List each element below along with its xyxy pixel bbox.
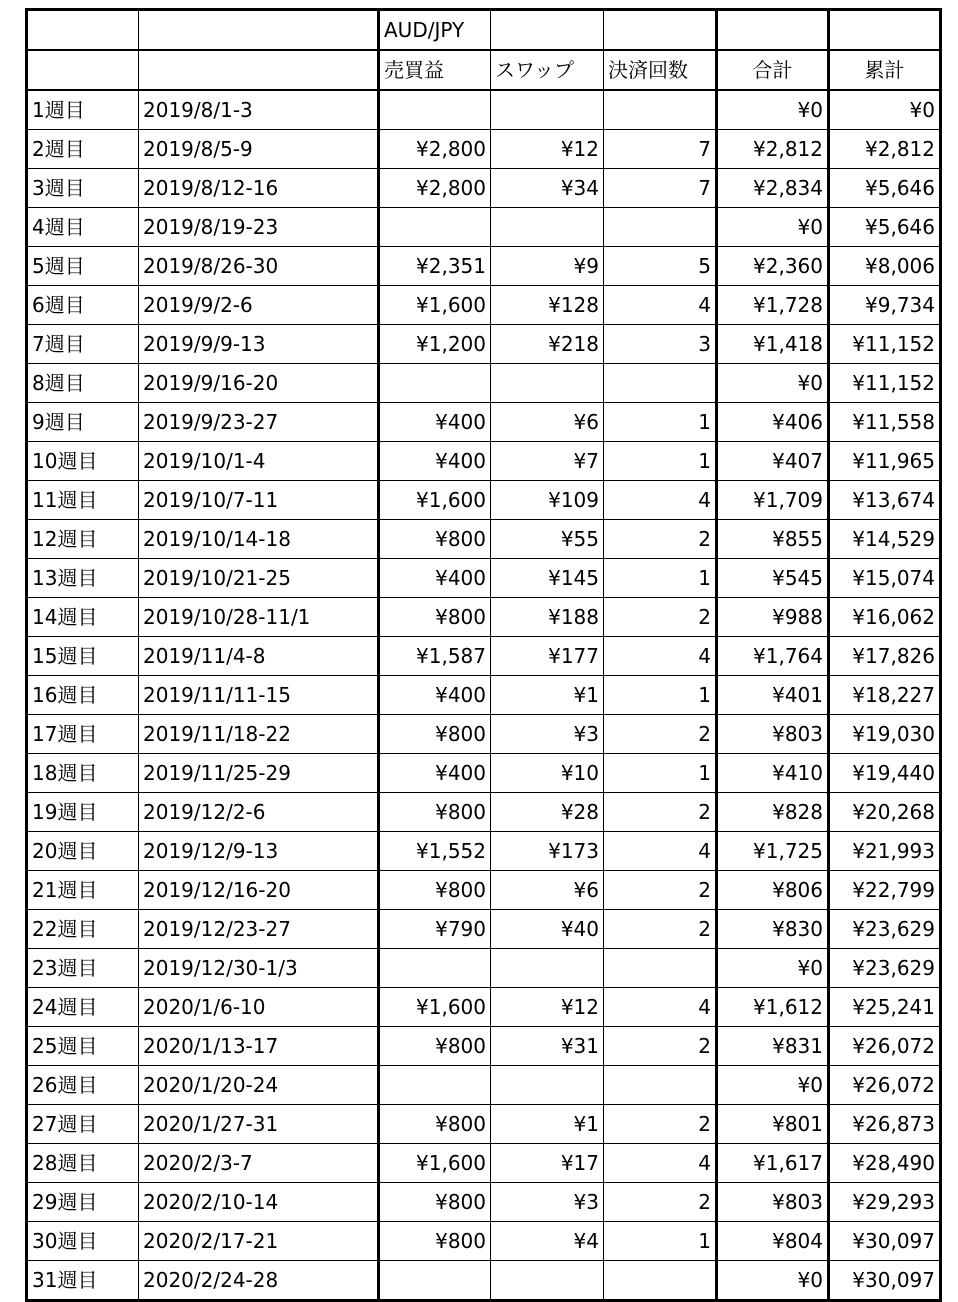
profit-cell: ¥400	[379, 442, 491, 481]
week-cell: 22週目	[27, 910, 139, 949]
count-cell: 4	[604, 286, 717, 325]
header-empty-cell	[139, 50, 379, 90]
total-cell: ¥0	[717, 90, 829, 130]
table-row	[27, 988, 941, 1027]
profit-cell: ¥2,351	[379, 247, 491, 286]
week-cell: 15週目	[27, 637, 139, 676]
profit-cell: ¥1,600	[379, 286, 491, 325]
swap-cell: ¥34	[491, 169, 604, 208]
header-empty-cell	[491, 10, 604, 51]
date-cell: 2019/10/14-18	[139, 520, 379, 559]
week-cell: 24週目	[27, 988, 139, 1027]
date-cell: 2019/10/21-25	[139, 559, 379, 598]
date-cell: 2020/2/10-14	[139, 1183, 379, 1222]
profit-cell: ¥400	[379, 754, 491, 793]
count-cell: 2	[604, 598, 717, 637]
week-cell: 13週目	[27, 559, 139, 598]
table-row	[27, 325, 941, 364]
count-cell: 2	[604, 910, 717, 949]
count-cell: 2	[604, 1105, 717, 1144]
week-cell: 7週目	[27, 325, 139, 364]
cumulative-cell: ¥23,629	[829, 910, 941, 949]
date-cell: 2019/12/16-20	[139, 871, 379, 910]
total-cell: ¥0	[717, 208, 829, 247]
table-row	[27, 130, 941, 169]
swap-cell: ¥40	[491, 910, 604, 949]
date-cell: 2019/8/5-9	[139, 130, 379, 169]
swap-cell: ¥9	[491, 247, 604, 286]
count-cell: 7	[604, 130, 717, 169]
date-cell: 2019/12/2-6	[139, 793, 379, 832]
cumulative-cell: ¥19,030	[829, 715, 941, 754]
date-cell: 2019/11/4-8	[139, 637, 379, 676]
table-row	[27, 910, 941, 949]
header-empty-cell	[139, 10, 379, 51]
swap-cell: ¥128	[491, 286, 604, 325]
week-cell: 29週目	[27, 1183, 139, 1222]
cumulative-cell: ¥26,072	[829, 1027, 941, 1066]
count-cell: 4	[604, 832, 717, 871]
swap-cell: ¥7	[491, 442, 604, 481]
profit-cell: ¥800	[379, 793, 491, 832]
swap-cell: ¥1	[491, 676, 604, 715]
profit-cell: ¥1,600	[379, 1144, 491, 1183]
cumulative-cell: ¥8,006	[829, 247, 941, 286]
week-cell: 20週目	[27, 832, 139, 871]
swap-cell: ¥12	[491, 988, 604, 1027]
total-cell: ¥830	[717, 910, 829, 949]
count-cell: 2	[604, 715, 717, 754]
header-cumulative: 累計	[829, 50, 941, 90]
week-cell: 12週目	[27, 520, 139, 559]
count-cell: 1	[604, 754, 717, 793]
cumulative-cell: ¥18,227	[829, 676, 941, 715]
table-row	[27, 247, 941, 286]
swap-cell: ¥55	[491, 520, 604, 559]
profit-cell: ¥1,552	[379, 832, 491, 871]
total-cell: ¥803	[717, 1183, 829, 1222]
total-cell: ¥988	[717, 598, 829, 637]
cumulative-cell: ¥11,152	[829, 364, 941, 403]
date-cell: 2019/10/1-4	[139, 442, 379, 481]
profit-cell	[379, 949, 491, 988]
cumulative-cell: ¥30,097	[829, 1222, 941, 1261]
table-row	[27, 286, 941, 325]
table-row	[27, 364, 941, 403]
date-cell: 2019/12/30-1/3	[139, 949, 379, 988]
cumulative-cell: ¥30,097	[829, 1261, 941, 1301]
count-cell	[604, 208, 717, 247]
table-row	[27, 793, 941, 832]
header-empty-cell	[717, 10, 829, 51]
count-cell: 2	[604, 1027, 717, 1066]
count-cell: 1	[604, 403, 717, 442]
count-cell: 4	[604, 988, 717, 1027]
date-cell: 2019/9/9-13	[139, 325, 379, 364]
swap-cell: ¥3	[491, 1183, 604, 1222]
profit-cell: ¥1,587	[379, 637, 491, 676]
date-cell: 2020/2/3-7	[139, 1144, 379, 1183]
table-row	[27, 169, 941, 208]
count-cell	[604, 364, 717, 403]
swap-cell: ¥3	[491, 715, 604, 754]
header-pair: AUD/JPY	[379, 10, 491, 51]
week-cell: 9週目	[27, 403, 139, 442]
date-cell: 2019/11/25-29	[139, 754, 379, 793]
cumulative-cell: ¥28,490	[829, 1144, 941, 1183]
cumulative-cell: ¥22,799	[829, 871, 941, 910]
swap-cell: ¥218	[491, 325, 604, 364]
profit-cell: ¥1,600	[379, 988, 491, 1027]
cumulative-cell: ¥11,965	[829, 442, 941, 481]
week-cell: 3週目	[27, 169, 139, 208]
cumulative-cell: ¥25,241	[829, 988, 941, 1027]
count-cell: 7	[604, 169, 717, 208]
profit-cell	[379, 1261, 491, 1301]
date-cell: 2019/8/19-23	[139, 208, 379, 247]
weekly-pl-table	[25, 8, 942, 1302]
cumulative-cell: ¥23,629	[829, 949, 941, 988]
week-cell: 18週目	[27, 754, 139, 793]
week-cell: 5週目	[27, 247, 139, 286]
table-row	[27, 754, 941, 793]
week-cell: 14週目	[27, 598, 139, 637]
header-empty-cell	[604, 10, 717, 51]
cumulative-cell: ¥11,558	[829, 403, 941, 442]
cumulative-cell: ¥26,072	[829, 1066, 941, 1105]
profit-cell: ¥800	[379, 1027, 491, 1066]
swap-cell: ¥12	[491, 130, 604, 169]
swap-cell: ¥177	[491, 637, 604, 676]
swap-cell: ¥17	[491, 1144, 604, 1183]
table-row	[27, 481, 941, 520]
week-cell: 25週目	[27, 1027, 139, 1066]
count-cell: 1	[604, 559, 717, 598]
profit-cell: ¥800	[379, 520, 491, 559]
week-cell: 1週目	[27, 90, 139, 130]
cumulative-cell: ¥0	[829, 90, 941, 130]
count-cell: 5	[604, 247, 717, 286]
cumulative-cell: ¥14,529	[829, 520, 941, 559]
table-row	[27, 1105, 941, 1144]
swap-cell: ¥4	[491, 1222, 604, 1261]
total-cell: ¥0	[717, 1066, 829, 1105]
profit-cell: ¥800	[379, 598, 491, 637]
header-row-columns	[27, 50, 941, 90]
total-cell: ¥806	[717, 871, 829, 910]
total-cell: ¥1,418	[717, 325, 829, 364]
cumulative-cell: ¥19,440	[829, 754, 941, 793]
total-cell: ¥803	[717, 715, 829, 754]
profit-cell: ¥400	[379, 559, 491, 598]
swap-cell	[491, 949, 604, 988]
cumulative-cell: ¥16,062	[829, 598, 941, 637]
total-cell: ¥1,617	[717, 1144, 829, 1183]
table-row	[27, 520, 941, 559]
swap-cell	[491, 364, 604, 403]
week-cell: 21週目	[27, 871, 139, 910]
total-cell: ¥831	[717, 1027, 829, 1066]
date-cell: 2019/9/16-20	[139, 364, 379, 403]
count-cell: 4	[604, 637, 717, 676]
week-cell: 23週目	[27, 949, 139, 988]
profit-cell	[379, 364, 491, 403]
table-row	[27, 871, 941, 910]
count-cell: 1	[604, 1222, 717, 1261]
date-cell: 2019/8/26-30	[139, 247, 379, 286]
week-cell: 17週目	[27, 715, 139, 754]
swap-cell: ¥1	[491, 1105, 604, 1144]
total-cell: ¥0	[717, 949, 829, 988]
profit-cell: ¥800	[379, 1105, 491, 1144]
header-empty-cell	[829, 10, 941, 51]
week-cell: 26週目	[27, 1066, 139, 1105]
date-cell: 2019/8/12-16	[139, 169, 379, 208]
table-row	[27, 676, 941, 715]
swap-cell: ¥173	[491, 832, 604, 871]
profit-cell: ¥800	[379, 715, 491, 754]
date-cell: 2019/10/7-11	[139, 481, 379, 520]
date-cell: 2019/9/2-6	[139, 286, 379, 325]
date-cell: 2019/12/9-13	[139, 832, 379, 871]
week-cell: 19週目	[27, 793, 139, 832]
profit-cell: ¥1,600	[379, 481, 491, 520]
week-cell: 6週目	[27, 286, 139, 325]
total-cell: ¥801	[717, 1105, 829, 1144]
profit-cell	[379, 208, 491, 247]
total-cell: ¥0	[717, 1261, 829, 1301]
swap-cell: ¥109	[491, 481, 604, 520]
count-cell: 1	[604, 442, 717, 481]
date-cell: 2019/10/28-11/1	[139, 598, 379, 637]
total-cell: ¥545	[717, 559, 829, 598]
profit-cell	[379, 90, 491, 130]
table-row	[27, 1222, 941, 1261]
total-cell: ¥1,709	[717, 481, 829, 520]
week-cell: 8週目	[27, 364, 139, 403]
week-cell: 10週目	[27, 442, 139, 481]
cumulative-cell: ¥20,268	[829, 793, 941, 832]
cumulative-cell: ¥26,873	[829, 1105, 941, 1144]
profit-cell: ¥800	[379, 871, 491, 910]
date-cell: 2020/1/20-24	[139, 1066, 379, 1105]
profit-cell: ¥2,800	[379, 130, 491, 169]
cumulative-cell: ¥17,826	[829, 637, 941, 676]
swap-cell: ¥31	[491, 1027, 604, 1066]
cumulative-cell: ¥9,734	[829, 286, 941, 325]
table-row	[27, 598, 941, 637]
table-row	[27, 208, 941, 247]
header-swap: スワップ	[491, 50, 604, 90]
date-cell: 2019/11/18-22	[139, 715, 379, 754]
header-total: 合計	[717, 50, 829, 90]
header-empty-cell	[27, 10, 139, 51]
total-cell: ¥0	[717, 364, 829, 403]
cumulative-cell: ¥15,074	[829, 559, 941, 598]
swap-cell	[491, 90, 604, 130]
count-cell: 3	[604, 325, 717, 364]
total-cell: ¥1,612	[717, 988, 829, 1027]
week-cell: 16週目	[27, 676, 139, 715]
header-row-pair	[27, 10, 941, 51]
profit-cell	[379, 1066, 491, 1105]
swap-cell	[491, 1261, 604, 1301]
swap-cell: ¥145	[491, 559, 604, 598]
date-cell: 2019/12/23-27	[139, 910, 379, 949]
total-cell: ¥828	[717, 793, 829, 832]
swap-cell: ¥10	[491, 754, 604, 793]
week-cell: 11週目	[27, 481, 139, 520]
table-row	[27, 90, 941, 130]
total-cell: ¥401	[717, 676, 829, 715]
swap-cell	[491, 1066, 604, 1105]
count-cell: 2	[604, 871, 717, 910]
date-cell: 2020/1/27-31	[139, 1105, 379, 1144]
header-count: 決済回数	[604, 50, 717, 90]
date-cell: 2019/8/1-3	[139, 90, 379, 130]
table-row	[27, 1027, 941, 1066]
profit-cell: ¥800	[379, 1183, 491, 1222]
cumulative-cell: ¥13,674	[829, 481, 941, 520]
table-row	[27, 559, 941, 598]
total-cell: ¥1,725	[717, 832, 829, 871]
count-cell	[604, 1066, 717, 1105]
total-cell: ¥855	[717, 520, 829, 559]
count-cell	[604, 949, 717, 988]
total-cell: ¥407	[717, 442, 829, 481]
date-cell: 2020/1/13-17	[139, 1027, 379, 1066]
table-row	[27, 1144, 941, 1183]
table-row	[27, 442, 941, 481]
count-cell: 2	[604, 1183, 717, 1222]
profit-cell: ¥1,200	[379, 325, 491, 364]
date-cell: 2020/1/6-10	[139, 988, 379, 1027]
total-cell: ¥2,834	[717, 169, 829, 208]
total-cell: ¥1,728	[717, 286, 829, 325]
count-cell: 2	[604, 793, 717, 832]
total-cell: ¥2,360	[717, 247, 829, 286]
swap-cell	[491, 208, 604, 247]
count-cell: 1	[604, 676, 717, 715]
profit-cell: ¥400	[379, 676, 491, 715]
header-profit: 売買益	[379, 50, 491, 90]
swap-cell: ¥6	[491, 871, 604, 910]
total-cell: ¥2,812	[717, 130, 829, 169]
week-cell: 2週目	[27, 130, 139, 169]
table-row	[27, 715, 941, 754]
count-cell: 2	[604, 520, 717, 559]
table-row	[27, 1183, 941, 1222]
profit-cell: ¥400	[379, 403, 491, 442]
table-row	[27, 832, 941, 871]
cumulative-cell: ¥5,646	[829, 169, 941, 208]
table-row	[27, 1066, 941, 1105]
week-cell: 31週目	[27, 1261, 139, 1301]
count-cell: 4	[604, 481, 717, 520]
week-cell: 28週目	[27, 1144, 139, 1183]
profit-cell: ¥2,800	[379, 169, 491, 208]
date-cell: 2020/2/24-28	[139, 1261, 379, 1301]
table-row	[27, 403, 941, 442]
week-cell: 4週目	[27, 208, 139, 247]
date-cell: 2019/9/23-27	[139, 403, 379, 442]
week-cell: 30週目	[27, 1222, 139, 1261]
profit-cell: ¥800	[379, 1222, 491, 1261]
count-cell: 4	[604, 1144, 717, 1183]
total-cell: ¥410	[717, 754, 829, 793]
count-cell	[604, 90, 717, 130]
week-cell: 27週目	[27, 1105, 139, 1144]
header-empty-cell	[27, 50, 139, 90]
cumulative-cell: ¥11,152	[829, 325, 941, 364]
table-row	[27, 949, 941, 988]
total-cell: ¥1,764	[717, 637, 829, 676]
date-cell: 2019/11/11-15	[139, 676, 379, 715]
swap-cell: ¥6	[491, 403, 604, 442]
date-cell: 2020/2/17-21	[139, 1222, 379, 1261]
cumulative-cell: ¥5,646	[829, 208, 941, 247]
swap-cell: ¥28	[491, 793, 604, 832]
table-row	[27, 1261, 941, 1301]
count-cell	[604, 1261, 717, 1301]
total-cell: ¥804	[717, 1222, 829, 1261]
profit-cell: ¥790	[379, 910, 491, 949]
cumulative-cell: ¥21,993	[829, 832, 941, 871]
swap-cell: ¥188	[491, 598, 604, 637]
table-row	[27, 637, 941, 676]
cumulative-cell: ¥2,812	[829, 130, 941, 169]
cumulative-cell: ¥29,293	[829, 1183, 941, 1222]
total-cell: ¥406	[717, 403, 829, 442]
